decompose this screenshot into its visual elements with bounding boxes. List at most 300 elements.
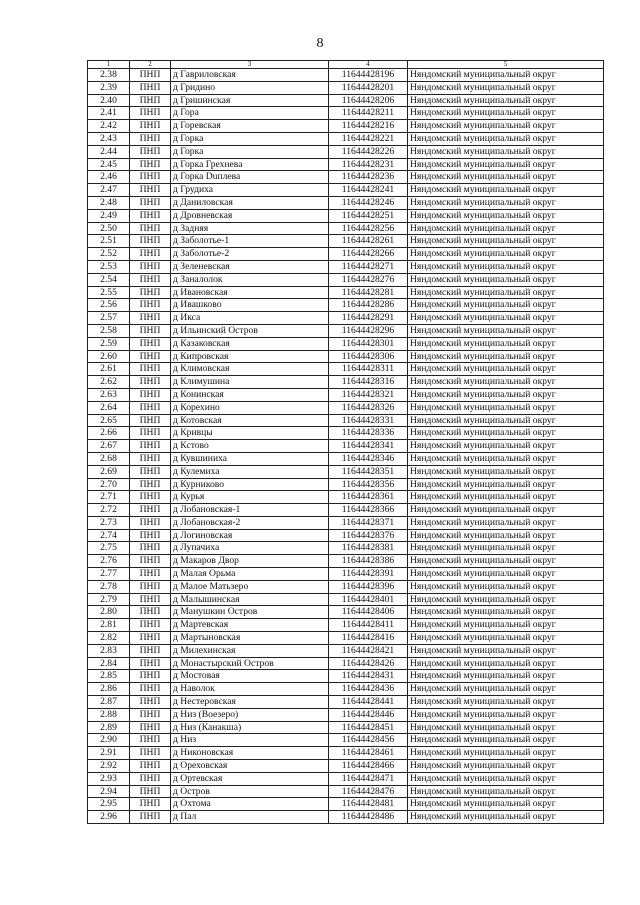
row-number-cell: 2.67 (88, 440, 130, 453)
row-number-cell: 2.64 (88, 401, 130, 414)
oktmo-code-cell: 11644428216 (329, 120, 408, 133)
type-cell: ПНП (130, 708, 171, 721)
district-cell: Няндомский муниципальный округ (408, 542, 604, 555)
row-number-cell: 2.73 (88, 516, 130, 529)
type-cell: ПНП (130, 760, 171, 773)
settlement-name-cell: д Корехино (171, 401, 329, 414)
settlement-name-cell: д Икса (171, 312, 329, 325)
table-row (88, 286, 604, 299)
table-row (88, 376, 604, 389)
row-number-cell: 2.88 (88, 708, 130, 721)
district-cell: Няндомский муниципальный округ (408, 350, 604, 363)
district-cell: Няндомский муниципальный округ (408, 312, 604, 325)
district-cell: Няндомский муниципальный округ (408, 209, 604, 222)
row-number-cell: 2.90 (88, 734, 130, 747)
type-cell: ПНП (130, 798, 171, 811)
settlement-name-cell: д Кипровская (171, 350, 329, 363)
type-cell: ПНП (130, 107, 171, 120)
type-cell: ПНП (130, 465, 171, 478)
row-number-cell: 2.82 (88, 632, 130, 645)
table-row (88, 132, 604, 145)
oktmo-code-cell: 11644428266 (329, 248, 408, 261)
district-cell: Няндомский муниципальный округ (408, 324, 604, 337)
row-number-cell: 2.61 (88, 363, 130, 376)
oktmo-code-cell: 11644428436 (329, 683, 408, 696)
table-row (88, 312, 604, 325)
oktmo-code-cell: 11644428376 (329, 529, 408, 542)
row-number-cell: 2.81 (88, 619, 130, 632)
type-cell: ПНП (130, 81, 171, 94)
row-number-cell: 2.66 (88, 427, 130, 440)
district-cell: Няндомский муниципальный округ (408, 632, 604, 645)
district-cell: Няндомский муниципальный округ (408, 363, 604, 376)
settlement-name-cell: д Гора (171, 107, 329, 120)
table-row (88, 414, 604, 427)
row-number-cell: 2.68 (88, 452, 130, 465)
district-cell: Няндомский муниципальный округ (408, 222, 604, 235)
table-row (88, 260, 604, 273)
settlement-name-cell: д Лупачиха (171, 542, 329, 555)
oktmo-code-cell: 11644428291 (329, 312, 408, 325)
oktmo-code-cell: 11644428261 (329, 235, 408, 248)
type-cell: ПНП (130, 299, 171, 312)
oktmo-code-cell: 11644428281 (329, 286, 408, 299)
oktmo-code-cell: 11644428236 (329, 171, 408, 184)
row-number-cell: 2.53 (88, 260, 130, 273)
table-row (88, 324, 604, 337)
type-cell: ПНП (130, 696, 171, 709)
row-number-cell: 2.86 (88, 683, 130, 696)
district-cell: Няндомский муниципальный округ (408, 273, 604, 286)
table-row (88, 529, 604, 542)
type-cell: ПНП (130, 644, 171, 657)
district-cell: Няндомский муниципальный округ (408, 721, 604, 734)
district-cell: Няндомский муниципальный округ (408, 504, 604, 517)
district-cell: Няндомский муниципальный округ (408, 401, 604, 414)
type-cell: ПНП (130, 184, 171, 197)
district-cell: Няндомский муниципальный округ (408, 337, 604, 350)
settlement-name-cell: д Лобановская-2 (171, 516, 329, 529)
row-number-cell: 2.62 (88, 376, 130, 389)
table-row (88, 107, 604, 120)
district-cell: Няндомский муниципальный округ (408, 491, 604, 504)
oktmo-code-cell: 11644428416 (329, 632, 408, 645)
settlement-name-cell: д Малое Матьзеро (171, 580, 329, 593)
type-cell: ПНП (130, 222, 171, 235)
table-row (88, 452, 604, 465)
type-cell: ПНП (130, 248, 171, 261)
settlement-name-cell: д Ивашково (171, 299, 329, 312)
district-cell: Няндомский муниципальный округ (408, 184, 604, 197)
column-header: 2 (130, 61, 171, 69)
settlement-name-cell: д Низ (171, 734, 329, 747)
oktmo-code-cell: 11644428391 (329, 568, 408, 581)
oktmo-code-cell: 11644428321 (329, 388, 408, 401)
district-cell: Няндомский муниципальный округ (408, 465, 604, 478)
oktmo-code-cell: 11644428386 (329, 555, 408, 568)
type-cell: ПНП (130, 504, 171, 517)
type-cell: ПНП (130, 772, 171, 785)
district-cell: Няндомский муниципальный округ (408, 580, 604, 593)
row-number-cell: 2.51 (88, 235, 130, 248)
oktmo-code-cell: 11644428361 (329, 491, 408, 504)
row-number-cell: 2.49 (88, 209, 130, 222)
row-number-cell: 2.76 (88, 555, 130, 568)
oktmo-code-cell: 11644428221 (329, 132, 408, 145)
district-cell: Няндомский муниципальный округ (408, 196, 604, 209)
table-row (88, 235, 604, 248)
table-row (88, 606, 604, 619)
oktmo-code-cell: 11644428326 (329, 401, 408, 414)
oktmo-code-cell: 11644428411 (329, 619, 408, 632)
district-cell: Няндомский муниципальный округ (408, 555, 604, 568)
type-cell: ПНП (130, 69, 171, 82)
settlement-name-cell: д Монастырский Остров (171, 657, 329, 670)
row-number-cell: 2.78 (88, 580, 130, 593)
row-number-cell: 2.87 (88, 696, 130, 709)
oktmo-code-cell: 11644428316 (329, 376, 408, 389)
type-cell: ПНП (130, 376, 171, 389)
row-number-cell: 2.74 (88, 529, 130, 542)
settlement-name-cell: д Наволок (171, 683, 329, 696)
oktmo-code-cell: 11644428356 (329, 478, 408, 491)
district-cell: Няндомский муниципальный округ (408, 606, 604, 619)
row-number-cell: 2.91 (88, 747, 130, 760)
settlement-name-cell: д Кувшиниха (171, 452, 329, 465)
type-cell: ПНП (130, 145, 171, 158)
settlement-name-cell: д Горка (171, 145, 329, 158)
row-number-cell: 2.55 (88, 286, 130, 299)
table-row (88, 516, 604, 529)
oktmo-code-cell: 11644428466 (329, 760, 408, 773)
district-cell: Няндомский муниципальный округ (408, 516, 604, 529)
settlement-name-cell: д Мартыновская (171, 632, 329, 645)
type-cell: ПНП (130, 657, 171, 670)
type-cell: ПНП (130, 452, 171, 465)
settlement-name-cell: д Котовская (171, 414, 329, 427)
type-cell: ПНП (130, 478, 171, 491)
row-number-cell: 2.89 (88, 721, 130, 734)
row-number-cell: 2.48 (88, 196, 130, 209)
type-cell: ПНП (130, 529, 171, 542)
table-row (88, 696, 604, 709)
settlement-name-cell: д Казаковская (171, 337, 329, 350)
row-number-cell: 2.71 (88, 491, 130, 504)
oktmo-code-cell: 11644428226 (329, 145, 408, 158)
type-cell: ПНП (130, 721, 171, 734)
settlement-name-cell: д Ореховская (171, 760, 329, 773)
table-row (88, 657, 604, 670)
table-row (88, 363, 604, 376)
settlement-name-cell: д Мартевская (171, 619, 329, 632)
row-number-cell: 2.54 (88, 273, 130, 286)
district-cell: Няндомский муниципальный округ (408, 260, 604, 273)
oktmo-code-cell: 11644428351 (329, 465, 408, 478)
oktmo-code-cell: 11644428406 (329, 606, 408, 619)
type-cell: ПНП (130, 427, 171, 440)
oktmo-code-cell: 11644428366 (329, 504, 408, 517)
district-cell: Няндомский муниципальный округ (408, 683, 604, 696)
oktmo-code-cell: 11644428346 (329, 452, 408, 465)
type-cell: ПНП (130, 734, 171, 747)
row-number-cell: 2.69 (88, 465, 130, 478)
type-cell: ПНП (130, 158, 171, 171)
district-cell: Няндомский муниципальный округ (408, 427, 604, 440)
oktmo-code-cell: 11644428306 (329, 350, 408, 363)
table-row (88, 81, 604, 94)
settlement-name-cell: д Мостовая (171, 670, 329, 683)
table-row (88, 555, 604, 568)
table-row (88, 760, 604, 773)
district-cell: Няндомский муниципальный округ (408, 760, 604, 773)
row-number-cell: 2.52 (88, 248, 130, 261)
table-row (88, 772, 604, 785)
row-number-cell: 2.60 (88, 350, 130, 363)
row-number-cell: 2.45 (88, 158, 130, 171)
settlement-name-cell: д Низ (Канакша) (171, 721, 329, 734)
type-cell: ПНП (130, 324, 171, 337)
table-row (88, 721, 604, 734)
table-row (88, 568, 604, 581)
district-cell: Няндомский муниципальный округ (408, 772, 604, 785)
table-header-row (88, 61, 604, 69)
table-row (88, 171, 604, 184)
table-row (88, 491, 604, 504)
table-body (88, 69, 604, 824)
table-row (88, 209, 604, 222)
column-header: 3 (171, 61, 329, 69)
type-cell: ПНП (130, 491, 171, 504)
settlement-name-cell: д Курниково (171, 478, 329, 491)
district-cell: Няндомский муниципальный округ (408, 568, 604, 581)
row-number-cell: 2.58 (88, 324, 130, 337)
row-number-cell: 2.83 (88, 644, 130, 657)
settlement-name-cell: д Даниловская (171, 196, 329, 209)
table-row (88, 632, 604, 645)
district-cell: Няндомский муниципальный округ (408, 811, 604, 824)
settlement-name-cell: д Ильинский Остров (171, 324, 329, 337)
settlements-table (87, 60, 604, 824)
row-number-cell: 2.56 (88, 299, 130, 312)
oktmo-code-cell: 11644428201 (329, 81, 408, 94)
settlement-name-cell: д Климовская (171, 363, 329, 376)
row-number-cell: 2.46 (88, 171, 130, 184)
table-row (88, 145, 604, 158)
type-cell: ПНП (130, 401, 171, 414)
settlement-name-cell: д Пал (171, 811, 329, 824)
type-cell: ПНП (130, 785, 171, 798)
settlement-name-cell: д Задняя (171, 222, 329, 235)
settlement-name-cell: д Никоновская (171, 747, 329, 760)
type-cell: ПНП (130, 683, 171, 696)
type-cell: ПНП (130, 542, 171, 555)
type-cell: ПНП (130, 350, 171, 363)
settlement-name-cell: д Кривцы (171, 427, 329, 440)
row-number-cell: 2.65 (88, 414, 130, 427)
district-cell: Няндомский муниципальный округ (408, 158, 604, 171)
table-row (88, 504, 604, 517)
oktmo-code-cell: 11644428471 (329, 772, 408, 785)
table-row (88, 248, 604, 261)
oktmo-code-cell: 11644428286 (329, 299, 408, 312)
table-row (88, 734, 604, 747)
oktmo-code-cell: 11644428276 (329, 273, 408, 286)
oktmo-code-cell: 11644428301 (329, 337, 408, 350)
oktmo-code-cell: 11644428196 (329, 69, 408, 82)
column-header: 5 (408, 61, 604, 69)
settlement-name-cell: д Дровневская (171, 209, 329, 222)
district-cell: Няндомский муниципальный округ (408, 414, 604, 427)
settlement-name-cell: д Остров (171, 785, 329, 798)
settlement-name-cell: д Низ (Воезеро) (171, 708, 329, 721)
table-row (88, 465, 604, 478)
row-number-cell: 2.79 (88, 593, 130, 606)
page-number: 8 (316, 36, 324, 51)
settlement-name-cell: д Ортевская (171, 772, 329, 785)
row-number-cell: 2.44 (88, 145, 130, 158)
district-cell: Няндомский муниципальный округ (408, 388, 604, 401)
settlement-name-cell: д Гридино (171, 81, 329, 94)
settlement-name-cell: д Зеленевская (171, 260, 329, 273)
district-cell: Няндомский муниципальный округ (408, 235, 604, 248)
table-row (88, 401, 604, 414)
settlement-name-cell: д Лобановская-1 (171, 504, 329, 517)
column-header: 1 (88, 61, 130, 69)
settlement-name-cell: д Охтома (171, 798, 329, 811)
table-row (88, 683, 604, 696)
row-number-cell: 2.85 (88, 670, 130, 683)
oktmo-code-cell: 11644428211 (329, 107, 408, 120)
district-cell: Няндомский муниципальный округ (408, 478, 604, 491)
district-cell: Няндомский муниципальный округ (408, 94, 604, 107)
settlement-name-cell: д Климушина (171, 376, 329, 389)
table-row (88, 299, 604, 312)
table-row (88, 478, 604, 491)
settlement-name-cell: д Конинская (171, 388, 329, 401)
oktmo-code-cell: 11644428451 (329, 721, 408, 734)
row-number-cell: 2.63 (88, 388, 130, 401)
district-cell: Няндомский муниципальный округ (408, 120, 604, 133)
oktmo-code-cell: 11644428331 (329, 414, 408, 427)
type-cell: ПНП (130, 337, 171, 350)
table-row (88, 644, 604, 657)
table-row (88, 158, 604, 171)
oktmo-code-cell: 11644428401 (329, 593, 408, 606)
type-cell: ПНП (130, 619, 171, 632)
oktmo-code-cell: 11644428486 (329, 811, 408, 824)
oktmo-code-cell: 11644428431 (329, 670, 408, 683)
row-number-cell: 2.93 (88, 772, 130, 785)
district-cell: Няндомский муниципальный округ (408, 145, 604, 158)
oktmo-code-cell: 11644428441 (329, 696, 408, 709)
type-cell: ПНП (130, 196, 171, 209)
row-number-cell: 2.42 (88, 120, 130, 133)
district-cell: Няндомский муниципальный округ (408, 593, 604, 606)
settlement-name-cell: д Нестеровская (171, 696, 329, 709)
type-cell: ПНП (130, 363, 171, 376)
row-number-cell: 2.95 (88, 798, 130, 811)
oktmo-code-cell: 11644428371 (329, 516, 408, 529)
table-row (88, 184, 604, 197)
row-number-cell: 2.72 (88, 504, 130, 517)
type-cell: ПНП (130, 811, 171, 824)
table-row (88, 350, 604, 363)
table-row (88, 427, 604, 440)
district-cell: Няндомский муниципальный округ (408, 81, 604, 94)
table-row (88, 94, 604, 107)
table-row (88, 785, 604, 798)
district-cell: Няндомский муниципальный округ (408, 734, 604, 747)
table-row (88, 708, 604, 721)
table-row (88, 580, 604, 593)
type-cell: ПНП (130, 120, 171, 133)
settlement-name-cell: д Курья (171, 491, 329, 504)
oktmo-code-cell: 11644428231 (329, 158, 408, 171)
row-number-cell: 2.84 (88, 657, 130, 670)
type-cell: ПНП (130, 747, 171, 760)
oktmo-code-cell: 11644428426 (329, 657, 408, 670)
oktmo-code-cell: 11644428246 (329, 196, 408, 209)
type-cell: ПНП (130, 414, 171, 427)
settlement-name-cell: д Макаров Двор (171, 555, 329, 568)
table-row (88, 120, 604, 133)
type-cell: ПНП (130, 593, 171, 606)
oktmo-code-cell: 11644428476 (329, 785, 408, 798)
oktmo-code-cell: 11644428206 (329, 94, 408, 107)
row-number-cell: 2.77 (88, 568, 130, 581)
district-cell: Няндомский муниципальный округ (408, 708, 604, 721)
table-row (88, 670, 604, 683)
type-cell: ПНП (130, 388, 171, 401)
district-cell: Няндомский муниципальный округ (408, 529, 604, 542)
type-cell: ПНП (130, 568, 171, 581)
district-cell: Няндомский муниципальный округ (408, 657, 604, 670)
row-number-cell: 2.50 (88, 222, 130, 235)
table-row (88, 747, 604, 760)
oktmo-code-cell: 11644428456 (329, 734, 408, 747)
type-cell: ПНП (130, 555, 171, 568)
district-cell: Няндомский муниципальный округ (408, 286, 604, 299)
row-number-cell: 2.92 (88, 760, 130, 773)
oktmo-code-cell: 11644428271 (329, 260, 408, 273)
table-row (88, 337, 604, 350)
district-cell: Няндомский муниципальный округ (408, 376, 604, 389)
settlement-name-cell: д Гавриловская (171, 69, 329, 82)
district-cell: Няндомский муниципальный округ (408, 440, 604, 453)
type-cell: ПНП (130, 312, 171, 325)
district-cell: Няндомский муниципальный округ (408, 248, 604, 261)
settlement-name-cell: д Логиновская (171, 529, 329, 542)
district-cell: Няндомский муниципальный округ (408, 171, 604, 184)
type-cell: ПНП (130, 235, 171, 248)
row-number-cell: 2.59 (88, 337, 130, 350)
table-row (88, 542, 604, 555)
table-row (88, 619, 604, 632)
type-cell: ПНП (130, 273, 171, 286)
row-number-cell: 2.75 (88, 542, 130, 555)
settlement-name-cell: д Горка Duплева (171, 171, 329, 184)
row-number-cell: 2.47 (88, 184, 130, 197)
table-row (88, 273, 604, 286)
district-cell: Няндомский муниципальный округ (408, 619, 604, 632)
type-cell: ПНП (130, 440, 171, 453)
settlement-name-cell: д Малая Орьма (171, 568, 329, 581)
type-cell: ПНП (130, 286, 171, 299)
oktmo-code-cell: 11644428421 (329, 644, 408, 657)
settlement-name-cell: д Ивановская (171, 286, 329, 299)
settlement-name-cell: д Горевская (171, 120, 329, 133)
table-row (88, 388, 604, 401)
